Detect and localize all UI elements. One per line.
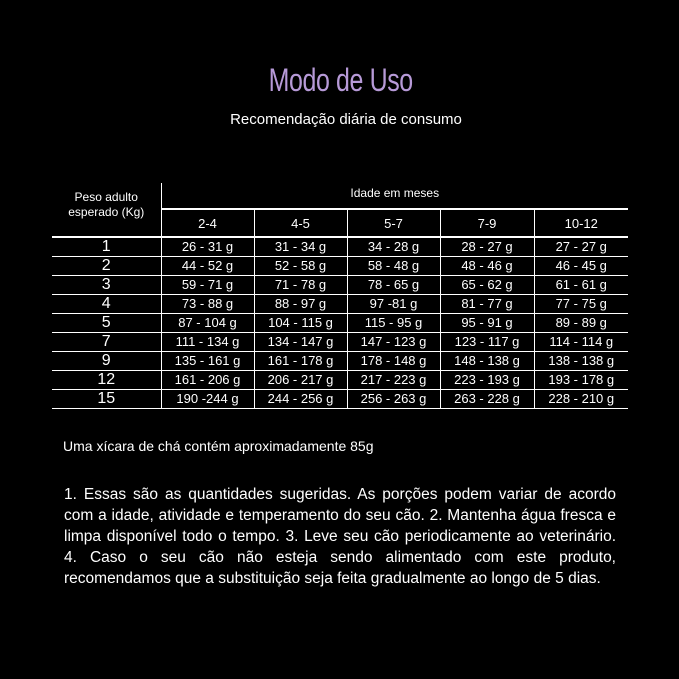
table-cell: 263 - 228 g [440,390,534,409]
table-cell: 78 - 65 g [347,276,440,295]
table-row [52,237,628,257]
table-cell: 178 - 148 g [347,352,440,371]
table-cell: 161 - 178 g [254,352,347,371]
weight-cell: 4 [52,295,161,314]
cup-measure-note: Uma xícara de chá contém aproximadamente 85g [63,438,374,454]
column-header: 5-7 [347,209,440,237]
table-cell: 73 - 88 g [161,295,254,314]
table-cell: 134 - 147 g [254,333,347,352]
table-cell: 95 - 91 g [440,314,534,333]
column-header: 2-4 [161,209,254,237]
table-cell: 52 - 58 g [254,257,347,276]
table-cell: 46 - 45 g [534,257,628,276]
table-cell: 26 - 31 g [161,237,254,257]
table-cell: 31 - 34 g [254,237,347,257]
usage-instructions: 1. Essas são as quantidades sugeridas. As porções podem variar de acordo com a idade, atividade e temperamento do seu cão. 2. Mantenha água fresca e limpa disponível todo o tempo. 3. Leve seu cão periodicamente ao veterinário. 4. Caso o seu cão não esteja sendo alimentado com este produto, recomendamos que a substituição seja feita gradualmente ao longo de 5 dias. [64,486,616,587]
table-cell: 81 - 77 g [440,295,534,314]
consumption-table [52,183,628,409]
table-cell: 87 - 104 g [161,314,254,333]
table-body [52,237,628,409]
page-subtitle: Recomendação diária de consumo [230,111,462,128]
table-cell: 65 - 62 g [440,276,534,295]
page-title: Modo de Uso [268,62,413,98]
weight-cell: 15 [52,390,161,409]
age-group-header: Idade em meses [161,183,628,209]
table-cell: 138 - 138 g [534,352,628,371]
weight-cell: 9 [52,352,161,371]
table-cell: 244 - 256 g [254,390,347,409]
column-header: 7-9 [440,209,534,237]
table-row [52,314,628,333]
column-header: 10-12 [534,209,628,237]
table-cell: 190 -244 g [161,390,254,409]
consumption-table-container [52,183,628,409]
table-cell: 61 - 61 g [534,276,628,295]
table-row [52,390,628,409]
table-cell: 34 - 28 g [347,237,440,257]
table-cell: 135 - 161 g [161,352,254,371]
table-cell: 97 -81 g [347,295,440,314]
table-cell: 77 - 75 g [534,295,628,314]
table-cell: 48 - 46 g [440,257,534,276]
weight-cell: 2 [52,257,161,276]
table-row [52,352,628,371]
weight-cell: 1 [52,237,161,257]
weight-cell: 12 [52,371,161,390]
table-cell: 193 - 178 g [534,371,628,390]
table-cell: 115 - 95 g [347,314,440,333]
table-cell: 123 - 117 g [440,333,534,352]
table-cell: 27 - 27 g [534,237,628,257]
table-cell: 104 - 115 g [254,314,347,333]
table-cell: 28 - 27 g [440,237,534,257]
table-cell: 58 - 48 g [347,257,440,276]
weight-cell: 5 [52,314,161,333]
table-cell: 148 - 138 g [440,352,534,371]
table-cell: 161 - 206 g [161,371,254,390]
table-cell: 89 - 89 g [534,314,628,333]
table-row [52,371,628,390]
table-header-row-age [52,183,628,209]
table-cell: 206 - 217 g [254,371,347,390]
table-cell: 111 - 134 g [161,333,254,352]
table-row [52,333,628,352]
table-cell: 59 - 71 g [161,276,254,295]
table-cell: 217 - 223 g [347,371,440,390]
table-cell: 223 - 193 g [440,371,534,390]
table-row [52,257,628,276]
table-cell: 71 - 78 g [254,276,347,295]
table-cell: 114 - 114 g [534,333,628,352]
table-row [52,295,628,314]
table-cell: 147 - 123 g [347,333,440,352]
table-cell: 88 - 97 g [254,295,347,314]
weight-column-header: Peso adulto esperado (Kg) [52,183,161,237]
table-cell: 44 - 52 g [161,257,254,276]
table-cell: 256 - 263 g [347,390,440,409]
weight-cell: 3 [52,276,161,295]
table-row [52,276,628,295]
weight-cell: 7 [52,333,161,352]
column-header: 4-5 [254,209,347,237]
table-cell: 228 - 210 g [534,390,628,409]
